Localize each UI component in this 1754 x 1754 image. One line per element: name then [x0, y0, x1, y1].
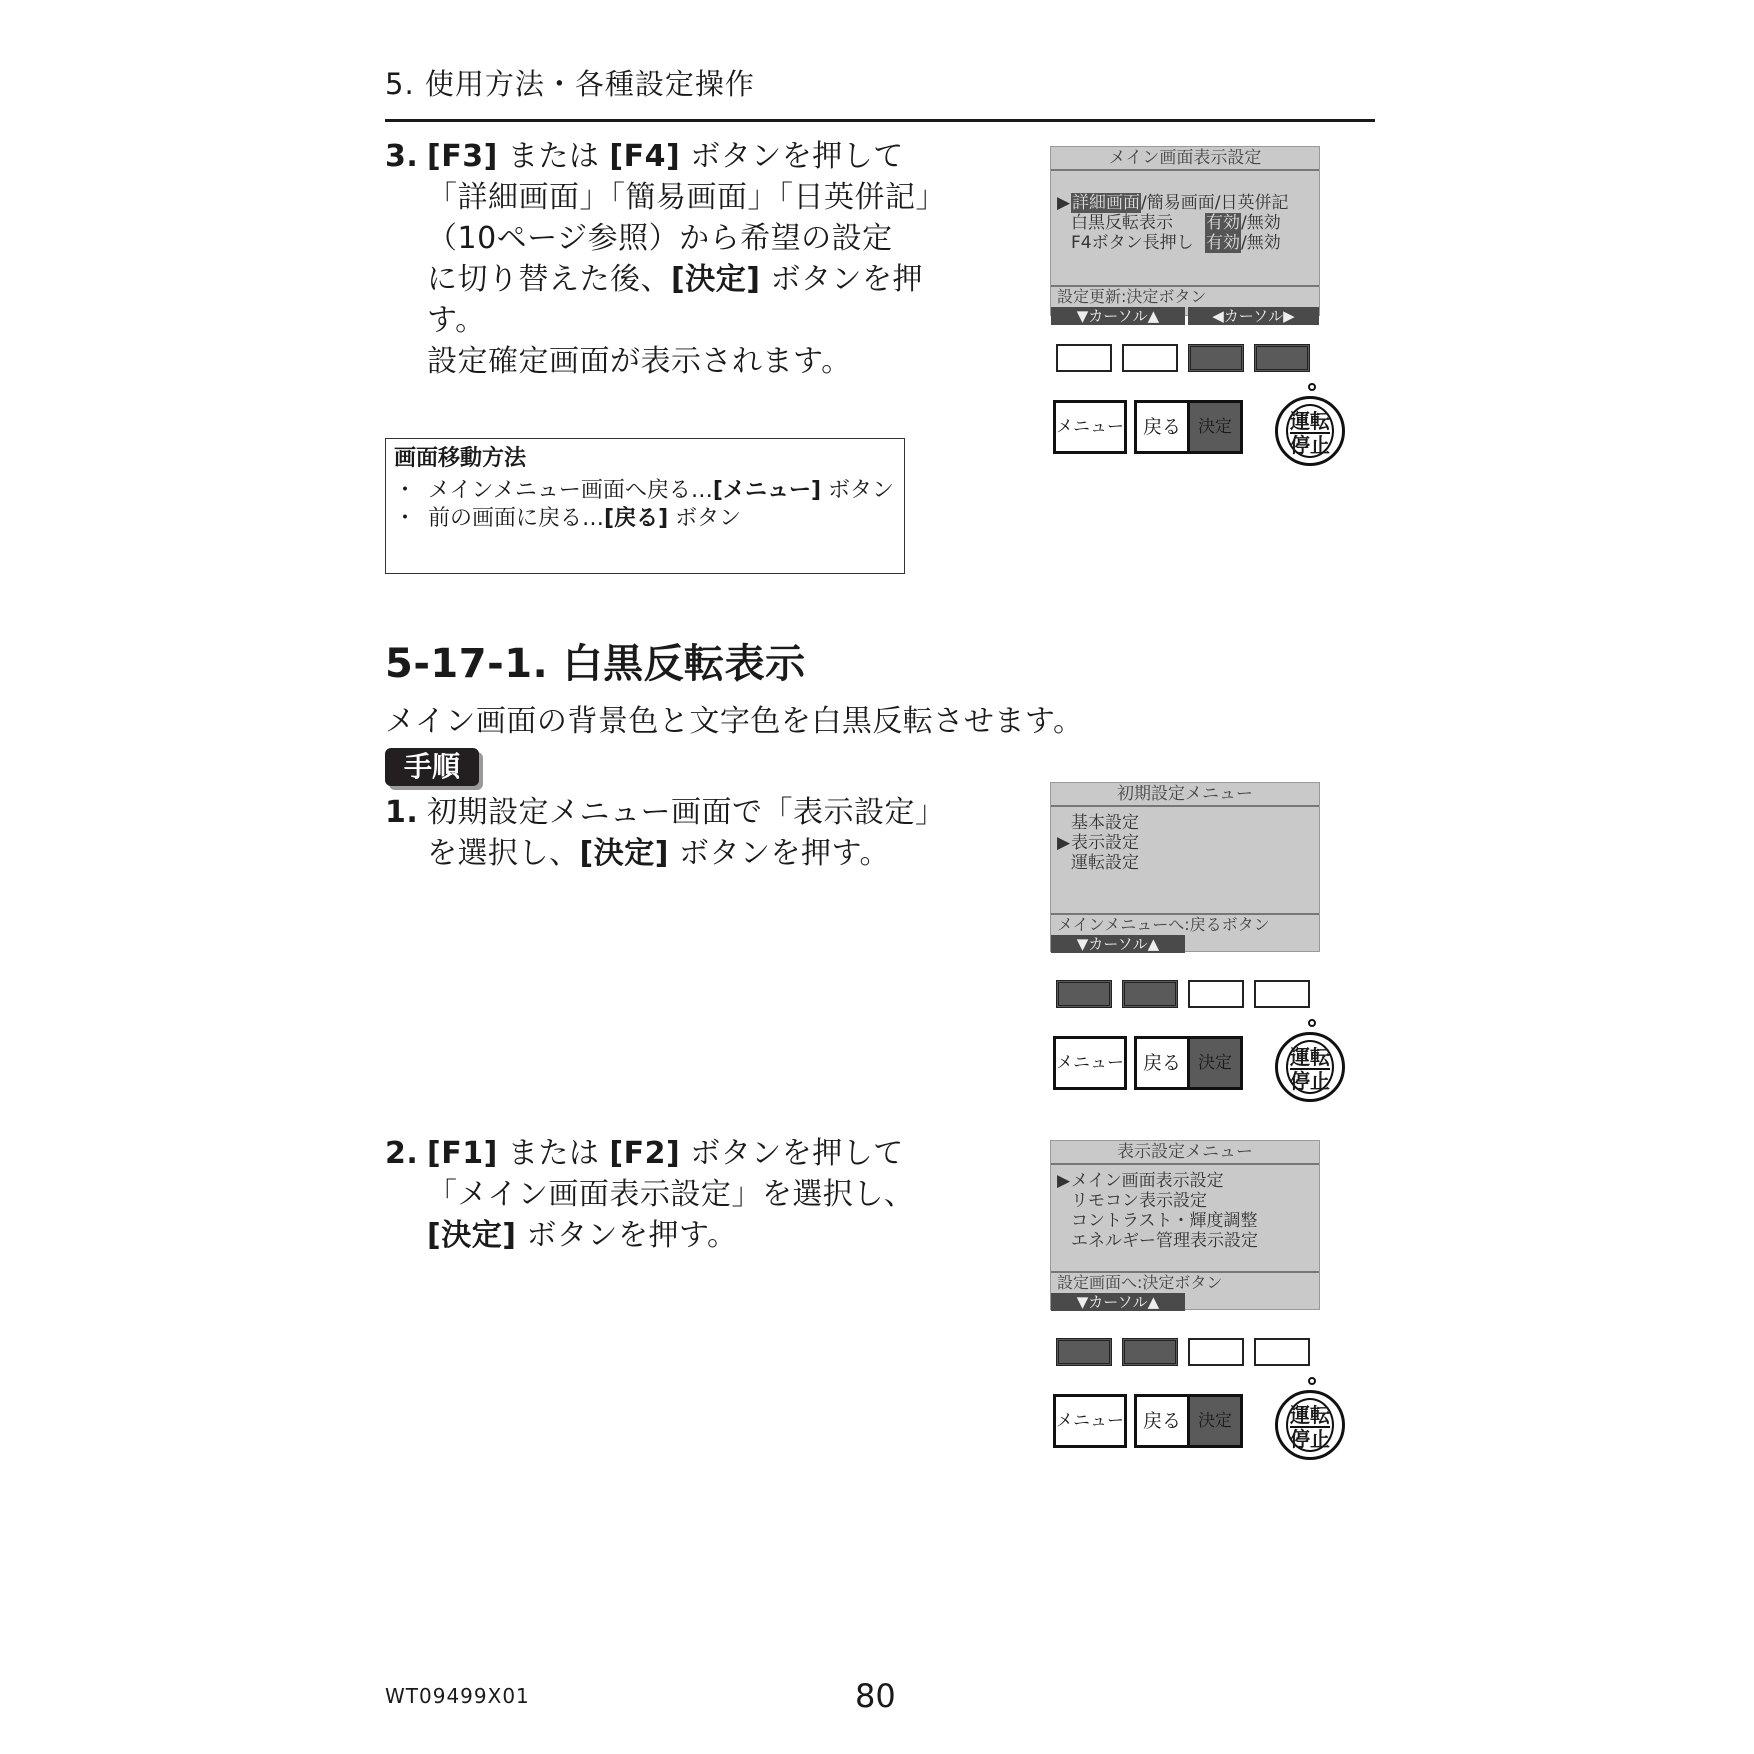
f1-button[interactable]	[1056, 344, 1112, 372]
menu-button[interactable]: メニュー	[1053, 400, 1127, 454]
lcd-screen	[1050, 1140, 1320, 1310]
header-rule	[385, 119, 1375, 122]
step-1-line-2: を選択し、[決定] ボタンを押す。	[427, 836, 891, 871]
lcd-row-f4-hold: F4ボタン長押し 有効/無効	[1071, 233, 1281, 253]
back-button[interactable]: 戻る	[1134, 400, 1190, 454]
ok-button[interactable]: 決定	[1187, 1394, 1243, 1448]
f2-button[interactable]	[1122, 1338, 1178, 1366]
step-3-line-1: [F3] または [F4] ボタンを押して	[427, 139, 904, 174]
f3-button[interactable]	[1188, 344, 1244, 372]
menu-button[interactable]: メニュー	[1053, 1036, 1127, 1090]
lcd-footer: メインメニューへ:戻るボタン	[1051, 913, 1319, 935]
remote-controller-2	[1050, 782, 1350, 1112]
run-stop-button[interactable]: 運転 停止	[1275, 1390, 1345, 1460]
ok-button[interactable]: 決定	[1187, 1036, 1243, 1090]
step-2-line-3: [決定] ボタンを押す。	[427, 1218, 738, 1253]
lcd-key-vertical-cursor: ▼カーソル▲	[1051, 307, 1185, 325]
f2-button[interactable]	[1122, 344, 1178, 372]
step-number: 2.	[385, 1136, 419, 1171]
navbox-item-menu: ・ メインメニュー画面へ戻る…[メニュー] ボタン	[394, 477, 896, 505]
step-2-line-1: [F1] または [F2] ボタンを押して	[427, 1136, 904, 1171]
step-number: 3.	[385, 139, 419, 174]
navigation-info-box	[385, 438, 905, 574]
lcd-row-screen-mode: ▶ 詳細画面/簡易画面/日英併記	[1057, 193, 1289, 213]
indicator-lamp-icon	[1308, 383, 1316, 391]
lcd-footer: 設定更新:決定ボタン	[1051, 285, 1319, 307]
step-3	[385, 136, 947, 382]
step-3-line-5: す。	[427, 303, 486, 338]
lcd-screen	[1050, 146, 1320, 325]
lcd-key-vertical-cursor: ▼カーソル▲	[1051, 935, 1185, 953]
ok-button[interactable]: 決定	[1187, 400, 1243, 454]
lcd-title: メイン画面表示設定	[1051, 147, 1319, 171]
lcd-key-vertical-cursor: ▼カーソル▲	[1051, 1293, 1185, 1311]
lcd-row: 基本設定	[1071, 813, 1139, 833]
run-stop-button[interactable]: 運転 停止	[1275, 396, 1345, 466]
cursor-icon: ▶	[1057, 833, 1071, 853]
section-intro: メイン画面の背景色と文字色を白黒反転させます。	[385, 704, 1084, 739]
menu-button[interactable]: メニュー	[1053, 1394, 1127, 1448]
navbox-item-back: ・ 前の画面に戻る…[戻る] ボタン	[394, 505, 896, 533]
cursor-icon: ▶	[1057, 1171, 1071, 1191]
remote-controller-3	[1050, 1140, 1350, 1470]
back-button[interactable]: 戻る	[1134, 1036, 1190, 1090]
f2-button[interactable]	[1122, 980, 1178, 1008]
f4-button[interactable]	[1254, 980, 1310, 1008]
page-number: 80	[855, 1677, 896, 1715]
lcd-row: コントラスト・輝度調整	[1071, 1211, 1258, 1231]
section-title: 5-17-1. 白黒反転表示	[385, 641, 806, 687]
procedure-badge: 手順	[385, 748, 479, 786]
lcd-row: リモコン表示設定	[1071, 1191, 1207, 1211]
lcd-screen	[1050, 782, 1320, 952]
navbox-title: 画面移動方法	[394, 446, 527, 471]
lcd-footer: 設定画面へ:決定ボタン	[1051, 1271, 1319, 1293]
f1-button[interactable]	[1056, 980, 1112, 1008]
lcd-key-horizontal-cursor: ◀カーソル▶	[1188, 307, 1319, 325]
step-3-line-2: 「詳細画面」「簡易画面」「日英併記」	[427, 180, 946, 215]
lcd-row-invert: 白黒反転表示 有効/無効	[1071, 213, 1281, 233]
f4-button[interactable]	[1254, 344, 1310, 372]
step-number: 1.	[385, 795, 419, 830]
lcd-row: エネルギー管理表示設定	[1071, 1231, 1258, 1251]
document-code: WT09499X01	[385, 1684, 530, 1708]
lcd-row: 運転設定	[1071, 853, 1139, 873]
step-3-line-3: （10ページ参照）から希望の設定	[427, 221, 893, 256]
step-2	[385, 1133, 947, 1256]
remote-controller-1	[1050, 146, 1350, 476]
lcd-title: 初期設定メニュー	[1051, 783, 1319, 807]
f1-button[interactable]	[1056, 1338, 1112, 1366]
indicator-lamp-icon	[1308, 1019, 1316, 1027]
lcd-title: 表示設定メニュー	[1051, 1141, 1319, 1165]
step-1-line-1: 初期設定メニュー画面で「表示設定」	[427, 795, 946, 830]
f3-button[interactable]	[1188, 980, 1244, 1008]
step-2-line-2: 「メイン画面表示設定」を選択し、	[427, 1177, 915, 1212]
step-3-line-4: に切り替えた後、[決定] ボタンを押	[427, 262, 923, 297]
page-header: 5. 使用方法・各種設定操作	[385, 67, 755, 101]
f3-button[interactable]	[1188, 1338, 1244, 1366]
step-3-note: 設定確定画面が表示されます。	[427, 344, 852, 379]
f4-button[interactable]	[1254, 1338, 1310, 1366]
back-button[interactable]: 戻る	[1134, 1394, 1190, 1448]
cursor-icon: ▶	[1057, 193, 1071, 213]
lcd-row-selected: ▶ 表示設定	[1057, 833, 1139, 853]
run-stop-button[interactable]: 運転 停止	[1275, 1032, 1345, 1102]
indicator-lamp-icon	[1308, 1377, 1316, 1385]
lcd-row-selected: ▶ メイン画面表示設定	[1057, 1171, 1224, 1191]
step-1	[385, 792, 947, 874]
